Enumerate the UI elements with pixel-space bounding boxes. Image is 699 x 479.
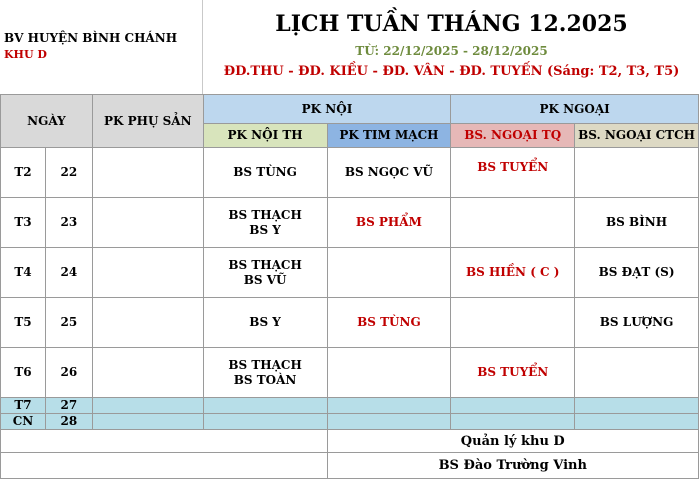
date-cell: 25 <box>45 298 92 348</box>
doctor-name: BS TOÀN <box>233 372 297 387</box>
ngoai-tq-cell: BS TUYỂN <box>451 348 575 398</box>
table-row <box>1 248 699 298</box>
date-cell: 22 <box>45 148 92 198</box>
empty-cell <box>575 414 699 430</box>
ngoai-ctch-cell <box>575 148 699 198</box>
nurse-staff-line: ĐD.THU - ĐD. KIỀU - ĐD. VÂN - ĐD. TUYẾN (Sáng: T2, T3, T5) <box>223 64 680 79</box>
empty-cell <box>327 414 451 430</box>
doctor-name: BS TÙNG <box>233 165 297 179</box>
header-pk-ngoai: PK NGOẠI <box>451 95 699 124</box>
tim-mach-cell: BS NGỌC VŨ <box>327 148 451 198</box>
empty-cell <box>327 398 451 414</box>
header-bs-ngoai-ctch: BS. NGOẠI CTCH <box>575 124 699 148</box>
header-bs-ngoai-tq: BS. NGOẠI TQ <box>451 124 575 148</box>
page-title: LỊCH TUẦN THÁNG 12.2025 <box>275 11 628 37</box>
empty-cell <box>575 398 699 414</box>
table-row <box>1 348 699 398</box>
ngoai-tq-cell: BS HIỀN ( C ) <box>451 248 575 298</box>
ngoai-ctch-cell: BS ĐẠT (S) <box>575 248 699 298</box>
table-row <box>1 298 699 348</box>
header-pk-noi: PK NỘI <box>203 95 451 124</box>
tim-mach-cell <box>327 248 451 298</box>
ngoai-tq-cell: BS TUYỂN <box>451 148 575 198</box>
schedule-table <box>0 94 699 479</box>
header-day: NGÀY <box>1 95 93 148</box>
phu-san-cell <box>92 298 203 348</box>
phu-san-cell <box>92 348 203 398</box>
date-cell: 24 <box>45 248 92 298</box>
weekday-cell: T6 <box>1 348 46 398</box>
signature-spacer <box>1 453 328 479</box>
weekday-cell: T5 <box>1 298 46 348</box>
empty-cell <box>92 398 203 414</box>
noi-th-cell <box>203 348 327 398</box>
tim-mach-cell <box>327 348 451 398</box>
date-cell: 26 <box>45 348 92 398</box>
empty-cell <box>92 414 203 430</box>
hospital-name: BV HUYỆN BÌNH CHÁNH <box>4 31 178 45</box>
doctor-name: BS THẠCH <box>228 357 302 372</box>
header-pk-phu-san: PK PHỤ SẢN <box>92 95 203 148</box>
manager-title: Quản lý khu D <box>327 430 699 453</box>
weekday-cell: CN <box>1 414 46 430</box>
area-label: KHU D <box>4 48 47 61</box>
empty-cell <box>451 414 575 430</box>
doctor-name: BS Y <box>249 315 281 329</box>
weekday-cell: T7 <box>1 398 46 414</box>
noi-th-cell <box>203 198 327 248</box>
doctor-name: BS Y <box>249 222 281 237</box>
empty-cell <box>203 398 327 414</box>
empty-cell <box>203 414 327 430</box>
doctor-name: BS VŨ <box>243 272 287 287</box>
header-divider <box>202 0 203 94</box>
ngoai-ctch-cell <box>575 348 699 398</box>
noi-th-cell <box>203 248 327 298</box>
ngoai-tq-cell <box>451 198 575 248</box>
date-cell: 27 <box>45 398 92 414</box>
noi-th-cell <box>203 298 327 348</box>
noi-th-cell <box>203 148 327 198</box>
signature-row <box>1 453 699 479</box>
phu-san-cell <box>92 248 203 298</box>
ngoai-tq-cell <box>451 298 575 348</box>
table-row-weekend <box>1 414 699 430</box>
header-pk-tim-mach: PK TIM MẠCH <box>327 124 451 148</box>
date-range: TỪ: 22/12/2025 - 28/12/2025 <box>355 44 548 58</box>
date-cell: 28 <box>45 414 92 430</box>
doctor-name: BS THẠCH <box>228 257 302 272</box>
tim-mach-cell: BS PHẨM <box>327 198 451 248</box>
signature-spacer <box>1 430 328 453</box>
table-row-weekend <box>1 398 699 414</box>
header-pk-noi-th: PK NỘI TH <box>203 124 327 148</box>
weekday-cell: T4 <box>1 248 46 298</box>
ngoai-ctch-cell: BS LƯỢNG <box>575 298 699 348</box>
signature-row <box>1 430 699 453</box>
weekday-cell: T3 <box>1 198 46 248</box>
table-row <box>1 148 699 198</box>
phu-san-cell <box>92 148 203 198</box>
manager-name: BS Đào Trường Vinh <box>327 453 699 479</box>
empty-cell <box>451 398 575 414</box>
doctor-name: BS THẠCH <box>228 207 302 222</box>
tim-mach-cell: BS TÙNG <box>327 298 451 348</box>
weekday-cell: T2 <box>1 148 46 198</box>
date-cell: 23 <box>45 198 92 248</box>
phu-san-cell <box>92 198 203 248</box>
table-row <box>1 198 699 248</box>
ngoai-ctch-cell: BS BÌNH <box>575 198 699 248</box>
